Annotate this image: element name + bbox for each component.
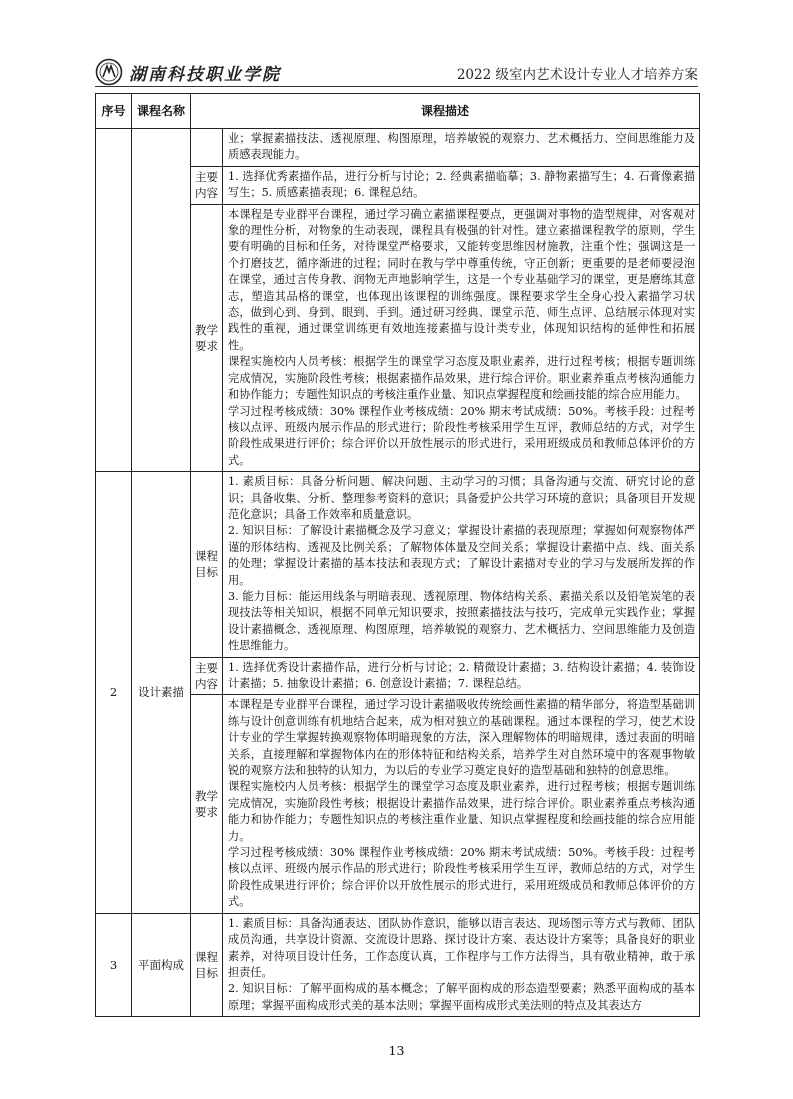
section-label [191, 129, 223, 167]
table-row [96, 472, 700, 657]
section-label: 课程目标 [191, 913, 223, 1016]
header-course-description: 课程描述 [191, 94, 700, 129]
section-label: 主要内容 [191, 166, 223, 204]
paragraph: 3. 能力目标：能运用线条与明暗表现、透视原理、物体结构关系、素描关系以及铅笔炭笔的表现技法等相关知识，根据不同单元知识要求，按照素描技法与技巧，完成单元实践作业；掌握设计素描概念、透视原理、构图原理，培养敏锐的观察力、艺术概括力、空间思维能力及创造性思维能力。 [228, 589, 696, 653]
row-number: 2 [96, 472, 132, 914]
paragraph: 课程实施校内人员考核：根据学生的课堂学习态度及职业素养，进行过程考核；根据专题训练完成情况，实施阶段性考核；根据设计素描作品效果，进行综合评价。职业素养重点考核沟通能力和协作能力；专题性知识点的考核注重作业量、知识点掌握程度和绘画技能的综合应用能力。 [228, 780, 696, 843]
section-content [223, 129, 700, 167]
section-content [223, 657, 700, 695]
row-number [96, 129, 132, 472]
paragraph: 2. 知识目标：了解设计素描概念及学习意义；掌握设计素描的表现原理；掌握如何观察物体严谨的形体结构、透视及比例关系；了解物体体量及空间关系；掌握设计素描中点、线、面关系的处理；掌握设计素描的基本技法和表现方式；了解设计素描对专业的学习与发展所发挥的作用。 [228, 524, 696, 587]
course-name: 设计素描 [132, 472, 191, 914]
table-header-row [96, 94, 700, 129]
document-title: 2022 级室内艺术设计专业人才培养方案 [456, 67, 698, 83]
page-header [95, 56, 698, 86]
paragraph: 课程实施校内人员考核：根据学生的课堂学习态度及职业素养，进行过程考核；根据专题训练完成情况，实施阶段性考核；根据素描作品效果，进行综合评价。职业素养重点考核沟通能力和协作能力；专题性知识点的考核注重作业量、知识点掌握程度和绘画技能的综合应用能力。 [228, 355, 696, 402]
paragraph: 2. 知识目标：了解平面构成的基本概念；了解平面构成的形态造型要素；熟悉平面构成的基本原理；掌握平面构成形式美的基本法则；掌握平面构成形式美法则的特点及其表达方 [228, 982, 696, 1012]
section-content [223, 472, 700, 657]
paragraph: 学习过程考核成绩：30% 课程作业考核成绩：20% 期末考试成绩：50%。考核手段：过程考核以点评、班级内展示作品的形式进行；阶段性考核采用学生互评，教师总结的方式，对学生阶段性成果进行评价；综合评价以开放性展示的形式进行，采用班级成员和教师总体评价的方式。 [228, 846, 696, 909]
course-name [132, 129, 191, 472]
course-table [95, 93, 700, 1017]
table-row [96, 913, 700, 1016]
paragraph: 1. 选择优秀素描作品，进行分析与讨论；2. 经典素描临摹；3. 静物素描写生；4. 石膏像素描写生；5. 质感素描表现；6. 课程总结。 [228, 169, 696, 200]
school-emblem-icon [95, 58, 123, 86]
section-label: 主要内容 [191, 657, 223, 695]
page-number: 13 [388, 1043, 405, 1058]
school-name: 湖南科技职业学院 [129, 65, 281, 85]
course-name: 平面构成 [132, 913, 191, 1016]
header-rule [95, 86, 698, 87]
header-course-name: 课程名称 [132, 94, 191, 129]
section-label: 课程目标 [191, 472, 223, 657]
row-number: 3 [96, 913, 132, 1016]
paragraph: 本课程是专业群平台课程，通过学习确立素描课程要点，更强调对事物的造型规律，对客观对象的理性分析，对物象的生动表现，课程具有极强的针对性。建立素描课程教学的原则，学生要有明确的目标和任务，对待课堂严格要求，又能转变思维因材施教，注重个性；强调这是一个打磨技艺，循序渐进的过程；同时在教与学中尊重传统，守正创新；更重要的是老师要浸泡在课堂，通过言传身教、润物无声地影响学生，这是一个专业基础学习的课堂，更是磨练其意志，塑造其品格的课堂，也体现出该课程的训练强度。课程要求学生全身心投入素描学习状态，做到心到、身到、眼到、手到。通过研习经典、课堂示范、师生点评、总结展示体现对实践性的重视，通过课堂训练更有效地连接素描与设计类专业，体现知识结构的延伸性和拓展性。 [228, 207, 696, 352]
paragraph: 1. 素质目标：具备沟通表达、团队协作意识，能够以语言表达、现场图示等方式与教师、团队成员沟通，共享设计资源、交流设计思路、探讨设计方案、表达设计方案等；具备良好的职业素养，对待项目设计任务，工作态度认真，工作程序与工作方法得当，具有敬业精神，敢于承担责任。 [228, 916, 696, 979]
section-content [223, 695, 700, 913]
section-content [223, 913, 700, 1016]
table-row [96, 129, 700, 167]
paragraph: 业；掌握素描技法、透视原理、构图原理，培养敏锐的观察力、艺术概括力、空间思维能力及质感表现能力。 [228, 132, 696, 162]
header-no: 序号 [96, 94, 132, 129]
section-content [223, 204, 700, 472]
paragraph: 1. 选择优秀设计素描作品，进行分析与讨论；2. 精微设计素描；3. 结构设计素描；4. 装饰设计素描；5. 抽象设计素描；6. 创意设计素描；7. 课程总结。 [228, 660, 696, 690]
section-label: 教学要求 [191, 204, 223, 472]
section-content [223, 166, 700, 204]
paragraph: 学习过程考核成绩：30% 课程作业考核成绩：20% 期末考试成绩：50%。考核手段：过程考核以点评、班级内展示作品的形式进行；阶段性考核采用学生互评，教师总结的方式，对学生阶段性成果进行评价；综合评价以开放性展示的形式进行，采用班级成员和教师总体评价的方式。 [228, 404, 696, 467]
paragraph: 1. 素质目标：具备分析问题、解决问题、主动学习的习惯；具备沟通与交流、研究讨论的意识；具备收集、分析、整理参考资料的意识；具备爱护公共学习环境的意识；具备项目开发规范化意识；具备工作效率和质量意识。 [228, 475, 696, 521]
paragraph: 本课程是专业群平台课程，通过学习设计素描吸收传统绘画性素描的精华部分，将造型基础训练与设计创意训练有机地结合起来，成为相对独立的基础课程。通过本课程的学习，使艺术设计专业的学生掌握转换观察物体明暗现象的方法，深入理解物体的明暗规律，透过表面的明暗关系，直接理解和掌握物体内在的形体特征和结构关系，培养学生对自然环境中的客观事物敏锐的观察方法和独特的认知力，为以后的专业学习奠定良好的造型基础和独特的创意思维。 [228, 698, 696, 778]
section-label: 教学要求 [191, 695, 223, 913]
